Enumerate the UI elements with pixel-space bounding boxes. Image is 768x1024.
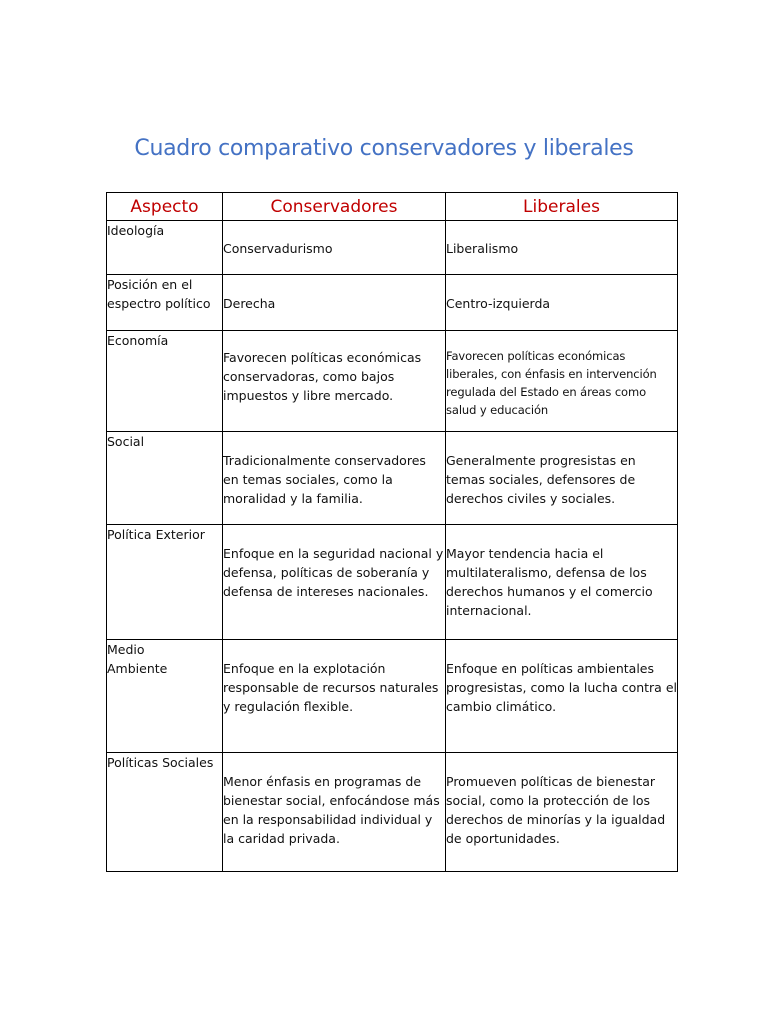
conservadores-cell [223,432,446,525]
conservadores-text: Favorecen políticas económicas conservadoras, como bajos impuestos y libre mercado. [223,350,422,403]
aspect-label: Social [107,434,145,449]
aspect-cell [107,221,223,275]
aspect-label: Ideología [107,223,165,238]
page-title: Cuadro comparativo conservadores y liberales [134,136,634,161]
conservadores-cell [223,525,446,640]
table-header-row [107,193,678,221]
liberales-text: Mayor tendencia hacia el multilateralismo, defensa de los derechos humanos y el comercio internacional. [446,546,653,618]
liberales-text: Liberalismo [446,241,519,256]
conservadores-text: Menor énfasis en programas de bienestar social, enfocándose más en la responsabilidad individual y la caridad privada. [223,774,440,846]
aspect-label: Política Exterior [107,527,205,542]
table-row [107,221,678,275]
liberales-cell [446,221,678,275]
liberales-cell [446,640,678,753]
liberales-cell [446,275,678,331]
aspect-cell [107,753,223,872]
aspect-cell [107,331,223,432]
table-row [107,753,678,872]
table-row [107,525,678,640]
conservadores-cell [223,640,446,753]
conservadores-text: Enfoque en la explotación responsable de recursos naturales y regulación flexible. [223,661,439,714]
table-row [107,432,678,525]
conservadores-text: Tradicionalmente conservadores en temas sociales, como la moralidad y la familia. [223,453,426,506]
aspect-cell [107,525,223,640]
table-row [107,640,678,753]
header-liberales: Liberales [446,193,678,221]
aspect-cell [107,640,223,753]
conservadores-cell [223,753,446,872]
liberales-cell [446,331,678,432]
conservadores-text: Derecha [223,296,276,311]
conservadores-text: Conservadurismo [223,241,333,256]
aspect-label: Economía [107,333,169,348]
conservadores-cell [223,275,446,331]
aspect-label: Políticas Sociales [107,755,214,770]
liberales-cell [446,753,678,872]
liberales-cell [446,525,678,640]
aspect-cell [107,275,223,331]
liberales-text: Centro-izquierda [446,296,551,311]
header-conservadores: Conservadores [223,193,446,221]
aspect-cell [107,432,223,525]
aspect-label: Posición en el espectro político [107,277,211,311]
liberales-text: Generalmente progresistas en temas sociales, defensores de derechos civiles y sociales. [446,453,636,506]
comparison-table [106,192,678,872]
table-row [107,331,678,432]
conservadores-text: Enfoque en la seguridad nacional y defensa, políticas de soberanía y defensa de intereses nacionales. [223,546,444,599]
aspect-label: Medio Ambiente [107,642,168,676]
liberales-text: Promueven políticas de bienestar social, como la protección de los derechos de minorías y la igualdad de oportunidades. [446,774,666,846]
conservadores-cell [223,331,446,432]
header-aspecto: Aspecto [107,193,223,221]
liberales-text: Enfoque en políticas ambientales progresistas, como la lucha contra el cambio climático. [446,661,677,714]
conservadores-cell [223,221,446,275]
table-row [107,275,678,331]
liberales-text: Favorecen políticas económicas liberales, con énfasis en intervención regulada del Estado en áreas como salud y educación [446,349,657,417]
liberales-cell [446,432,678,525]
